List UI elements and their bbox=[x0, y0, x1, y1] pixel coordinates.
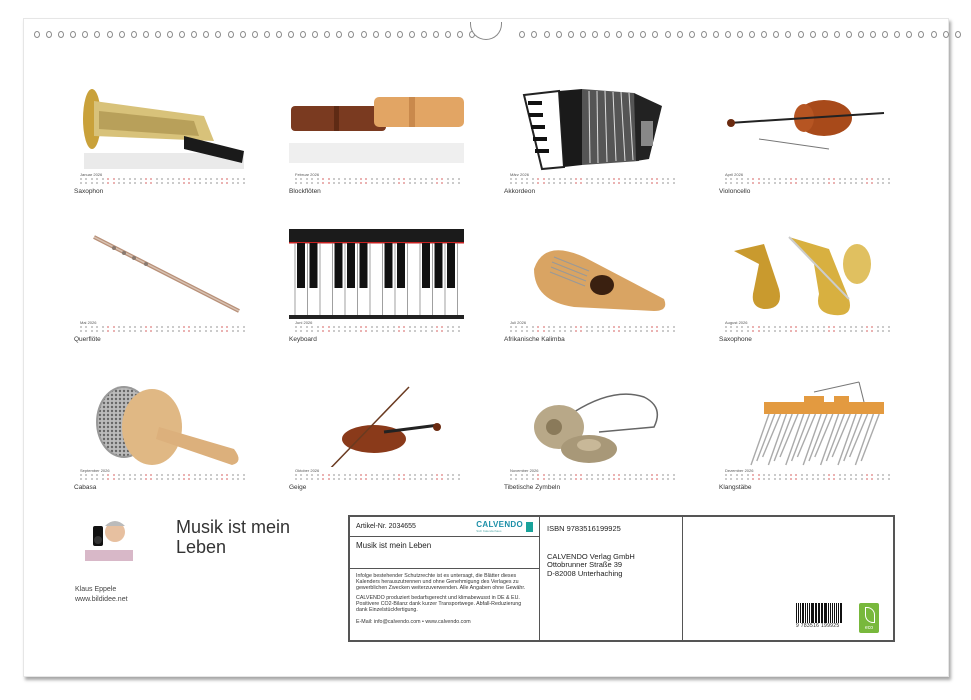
chimes-image bbox=[719, 377, 894, 467]
month-tile-march bbox=[504, 81, 679, 201]
date-row bbox=[295, 330, 460, 334]
article-number-row bbox=[350, 517, 539, 537]
date-row bbox=[80, 478, 245, 482]
date-row bbox=[510, 478, 675, 482]
publisher-column bbox=[540, 517, 683, 640]
author-credit bbox=[75, 585, 128, 605]
month-label: Juli 2026 bbox=[510, 320, 527, 325]
publisher-street: Ottobrunner Straße 39 bbox=[547, 560, 623, 569]
product-title: Musik ist mein Leben bbox=[350, 537, 539, 569]
month-label: Mai 2026 bbox=[80, 320, 97, 325]
calendar-back-sheet bbox=[23, 18, 949, 677]
cymbals-image bbox=[504, 377, 679, 467]
keyboard-image bbox=[289, 229, 464, 319]
month-label: Januar 2026 bbox=[80, 172, 103, 177]
isbn: ISBN 9783516199925 bbox=[547, 524, 621, 533]
cabasa-image bbox=[74, 377, 249, 467]
calvendo-logo: CALVENDO Sich Kalenderhaus bbox=[476, 520, 533, 533]
date-row bbox=[725, 182, 890, 186]
barcode: 9 783516 199925 bbox=[796, 603, 848, 629]
month-tile-january bbox=[74, 81, 249, 201]
photo-caption: Akkordeon bbox=[504, 188, 536, 195]
photo-caption: Tibetische Zymbeln bbox=[504, 484, 561, 491]
photo-caption: Saxophon bbox=[74, 188, 104, 195]
month-label: März 2026 bbox=[510, 172, 529, 177]
author-photo bbox=[79, 516, 139, 561]
production-notice: CALVENDO produziert bedarfsgerecht und klimabewusst in DE & EU. Positivere CO2-Bilanz dank kurzer Transportwege. Abfall-Reduzierung dank Einzelstückfertigung. bbox=[356, 594, 522, 614]
contact-line[interactable]: E-Mail: info@calvendo.com • www.calvendo.com bbox=[356, 619, 471, 626]
date-row bbox=[725, 478, 890, 482]
date-row bbox=[510, 330, 675, 334]
month-tile-december bbox=[719, 377, 894, 497]
flute-image bbox=[74, 229, 249, 319]
month-tile-may bbox=[74, 229, 249, 349]
month-label: Juni 2026 bbox=[295, 320, 313, 325]
kalimba-image bbox=[504, 229, 679, 319]
month-label: August 2026 bbox=[725, 320, 748, 325]
barcode-column bbox=[683, 517, 893, 640]
calvendo-flag-icon bbox=[526, 522, 533, 532]
photo-caption: Keyboard bbox=[289, 336, 317, 343]
eco-leaf-icon: eco bbox=[859, 603, 879, 633]
month-label: September 2026 bbox=[80, 468, 110, 473]
month-tile-june bbox=[289, 229, 464, 349]
date-row bbox=[725, 330, 890, 334]
author-website-link[interactable]: www.bildidee.net bbox=[75, 596, 128, 603]
date-row bbox=[510, 182, 675, 186]
photo-caption: Blockflöten bbox=[289, 188, 321, 195]
article-number: Artikel-Nr. 2034655 bbox=[356, 523, 416, 530]
month-label: Dezember 2026 bbox=[725, 468, 754, 473]
saxophone-image bbox=[74, 81, 249, 171]
date-row bbox=[295, 182, 460, 186]
saxophones-image bbox=[719, 229, 894, 319]
date-row bbox=[80, 182, 245, 186]
recorder-image bbox=[289, 81, 464, 171]
date-row bbox=[80, 330, 245, 334]
accordion-image bbox=[504, 81, 679, 171]
month-tile-september bbox=[74, 377, 249, 497]
month-tile-november bbox=[504, 377, 679, 497]
month-label: Oktober 2026 bbox=[295, 468, 320, 473]
photo-caption: Geige bbox=[289, 484, 307, 491]
month-label: Februar 2026 bbox=[295, 172, 320, 177]
product-info-box bbox=[348, 515, 895, 642]
month-label: November 2026 bbox=[510, 468, 539, 473]
month-tile-august bbox=[719, 229, 894, 349]
photo-caption: Querflöte bbox=[74, 336, 101, 343]
month-label: April 2026 bbox=[725, 172, 744, 177]
author-name: Klaus Eppele bbox=[75, 586, 117, 593]
publisher-name: CALVENDO Verlag GmbH bbox=[547, 551, 635, 561]
legal-text bbox=[350, 569, 539, 640]
photo-caption: Violoncello bbox=[719, 188, 751, 195]
violin-image bbox=[289, 377, 464, 467]
photo-caption: Cabasa bbox=[74, 484, 97, 491]
copyright-notice: Infolge bestehender Schutzrechte ist es untersagt, die Blätter dieses Kalenders herauszutrennen und ohne Genehmigung des Verlages zu gewerblichen Zwecken weiterzuverwenden. Alle Angaben ohne Gewähr. bbox=[356, 573, 526, 592]
month-tile-february bbox=[289, 81, 464, 201]
photo-caption: Saxophone bbox=[719, 336, 752, 343]
cello-image bbox=[719, 81, 894, 171]
date-row bbox=[295, 478, 460, 482]
article-info-column bbox=[350, 517, 540, 640]
month-tile-july bbox=[504, 229, 679, 349]
month-tile-april bbox=[719, 81, 894, 201]
photo-caption: Klangstäbe bbox=[719, 484, 752, 491]
publisher-city: D-82008 Unterhaching bbox=[547, 568, 623, 578]
month-tile-october bbox=[289, 377, 464, 497]
photo-caption: Afrikanische Kalimba bbox=[504, 336, 565, 343]
calendar-title: Musik ist mein Leben bbox=[176, 517, 291, 557]
